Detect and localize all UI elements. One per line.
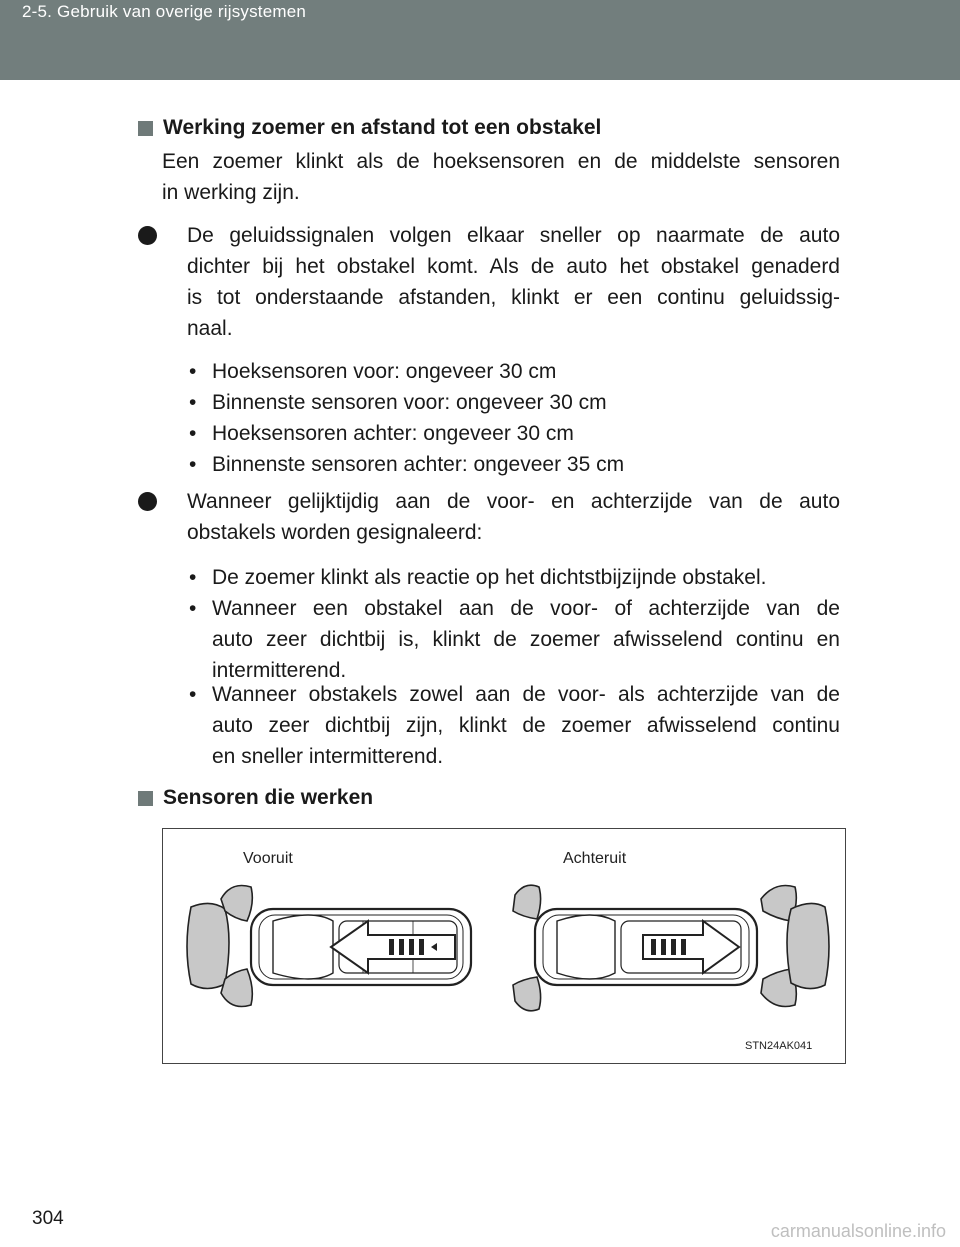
watermark: carmanualsonline.info [770, 1221, 946, 1241]
distance-item: • Hoeksensoren voor: ongeveer 30 cm [189, 360, 557, 383]
front-center-zone-right [787, 903, 829, 988]
section2-heading [138, 786, 373, 810]
sub-item-line: De zoemer klinkt als reactie op het dichtstbijzijnde obstakel. [212, 566, 767, 589]
label-rear: Achteruit [563, 850, 627, 867]
section1-heading-text: Werking zoemer en afstand tot een obstakel [163, 116, 602, 139]
sub-item-line: Wanneer een obstakel aan de voor- of achterzijde van de [212, 597, 840, 620]
sub-item-line: auto zeer dichtbij is, klinkt de zoemer afwisselend continu en [212, 628, 840, 651]
sub-item-line: auto zeer dichtbij zijn, klinkt de zoemer afwisselend continu [212, 714, 840, 737]
distance-item: • Binnenste sensoren voor: ongeveer 30 cm [189, 391, 607, 414]
distance-item: • Binnenste sensoren achter: ongeveer 35 cm [189, 453, 625, 476]
bullet1-line: De geluidssignalen volgen elkaar sneller op naarmate de auto [187, 224, 840, 247]
bullet2-paragraph [187, 486, 840, 548]
bullet2-line: obstakels worden gesignaleerd: [187, 521, 483, 544]
bullet1-paragraph [187, 220, 840, 344]
rear-left-sensor-zone [513, 885, 541, 919]
sub-item: • Wanneer een obstakel aan de voor- of achterzijde van de auto zeer dichtbij is, klinkt de zoemer afwisselend continu en intermitterend. [212, 593, 840, 686]
bullet2-line: Wanneer gelijktijdig aan de voor- en achterzijde van de auto [187, 490, 840, 513]
sub-item: • Wanneer obstakels zowel aan de voor- als achterzijde van de auto zeer dichtbij zijn, klinkt de zoemer afwisselend continu en sneller intermitterend. [212, 679, 840, 772]
sub-item: • De zoemer klinkt als reactie op het dichtstbijzijnde obstakel. [212, 562, 840, 593]
round-bullet-icon [138, 226, 157, 245]
square-bullet-icon [138, 121, 153, 136]
car-reverse [513, 885, 829, 1011]
intro-line: in werking zijn. [162, 181, 300, 204]
section2-heading-text: Sensoren die werken [163, 786, 374, 809]
bullet1-line: is tot onderstaande afstanden, klinkt er een continu geluidssig- [187, 286, 840, 309]
bullet1-line: dichter bij het obstakel komt. Als de auto het obstakel genaderd [187, 255, 840, 278]
square-bullet-icon [138, 791, 153, 806]
section-title: 2-5. Gebruik van overige rijsystemen [22, 2, 307, 21]
sub-item-line: Wanneer obstakels zowel aan de voor- als achterzijde van de [212, 683, 840, 706]
rear-right-sensor-zone [513, 977, 541, 1011]
sensor-diagram-svg [163, 829, 845, 1063]
bullet1-line: naal. [187, 317, 233, 340]
intro-line: Een zoemer klinkt als de hoeksensoren en de middelste sensoren [162, 150, 840, 173]
figure-code: STN24AK041 [745, 1040, 813, 1052]
intro-paragraph [162, 146, 840, 208]
section1-heading [138, 116, 601, 140]
sub-item-line: en sneller intermitterend. [212, 745, 444, 768]
distance-item: • Hoeksensoren achter: ongeveer 30 cm [189, 422, 574, 445]
sub-item-line: intermitterend. [212, 659, 347, 682]
page-number: 304 [32, 1208, 64, 1229]
front-center-sensor-zone [187, 903, 229, 988]
page-header [0, 0, 960, 80]
car-forward [187, 886, 471, 1007]
round-bullet-icon [138, 492, 157, 511]
sensor-diagram [162, 828, 846, 1064]
label-front: Vooruit [243, 850, 293, 867]
